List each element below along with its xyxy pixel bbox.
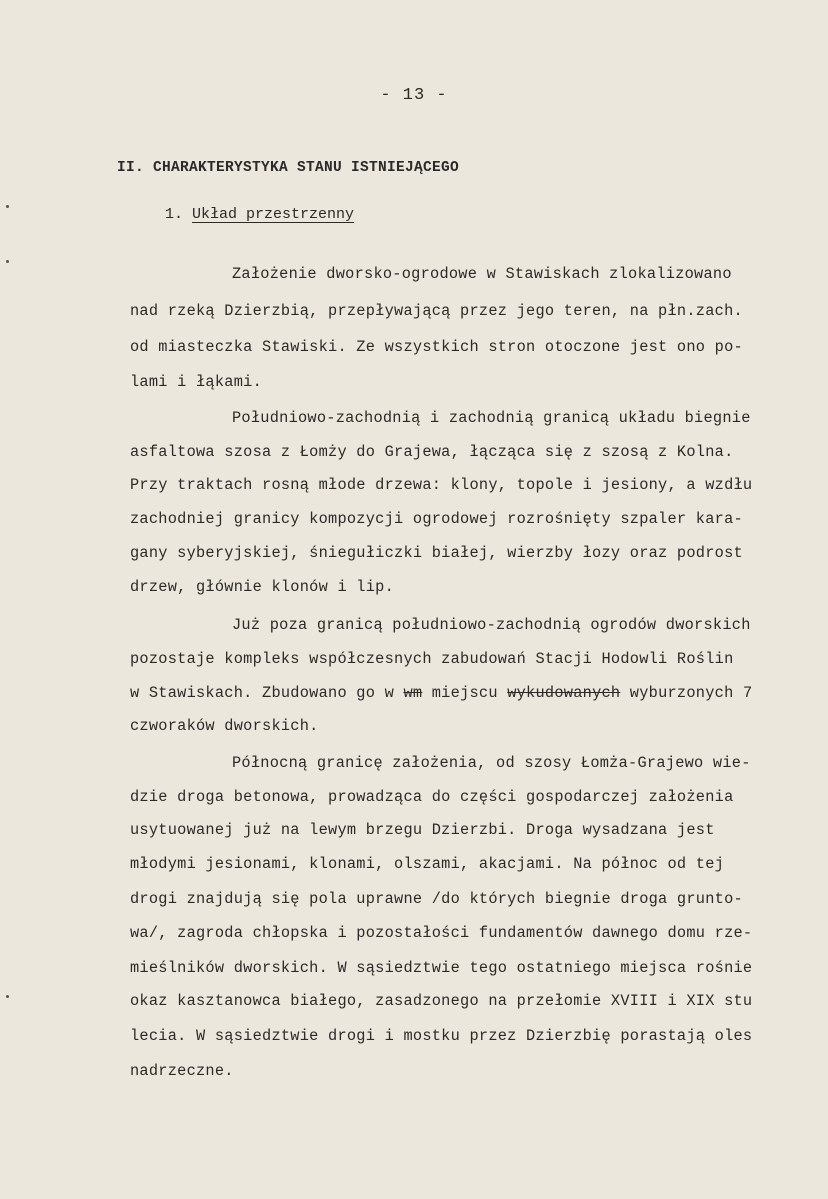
text-line: wa/, zagroda chłopska i pozostałości fundamentów dawnego domu rze-	[130, 924, 753, 942]
text-line: nadrzeczne.	[130, 1062, 234, 1080]
margin-mark	[6, 260, 9, 263]
text-line: usytuowanej już na lewym brzegu Dzierzbi. Droga wysadzana jest	[130, 821, 715, 839]
text-line: nad rzeką Dzierzbią, przepływającą przez jego teren, na płn.zach.	[130, 302, 743, 320]
text-line: mieślników dworskich. W sąsiedztwie tego ostatniego miejsca rośnie	[130, 959, 753, 977]
text-line: lecia. W sąsiedztwie drogi i mostku przez Dzierzbię porastają oles	[130, 1027, 753, 1045]
text-line-part: w Stawiskach. Zbudowano go w	[130, 684, 395, 702]
text-line: drogi znajdują się pola uprawne /do których biegnie droga grunto-	[130, 890, 743, 908]
text-line: Południowo-zachodnią i zachodnią granicą układu biegnie	[232, 409, 751, 427]
text-line: czworaków dworskich.	[130, 717, 319, 735]
text-line: drzew, głównie klonów i lip.	[130, 578, 395, 596]
text-line: pozostaje kompleks współczesnych zabudowań Stacji Hodowli Roślin	[130, 650, 734, 668]
subsection-number: 1.	[165, 206, 184, 223]
text-line-part: wyburzonych 7	[620, 684, 753, 702]
text-line: Północną granicę założenia, od szosy Łomża-Grajewo wie-	[232, 754, 751, 772]
struck-word: wm	[403, 684, 423, 702]
margin-mark	[6, 205, 9, 208]
text-line: Przy traktach rosną młode drzewa: klony, topole i jesiony, a wzdłu	[130, 476, 753, 494]
text-line: młodymi jesionami, klonami, olszami, akacjami. Na północ od tej	[130, 855, 725, 873]
text-line: lami i łąkami.	[130, 373, 263, 391]
text-line: zachodniej granicy kompozycji ogrodowej rozrośnięty szpaler kara-	[130, 510, 743, 528]
text-line: od miasteczka Stawiski. Ze wszystkich stron otoczone jest ono po-	[130, 338, 743, 356]
text-line: okaz kasztanowca białego, zasadzonego na przełomie XVIII i XIX stu	[130, 992, 753, 1010]
text-line: gany syberyjskiej, śniegułiczki białej, wierzby łozy oraz podrost	[130, 544, 743, 562]
margin-mark	[6, 995, 9, 998]
text-line: dzie droga betonowa, prowadząca do części gospodarczej założenia	[130, 788, 734, 806]
subsection-heading	[165, 206, 354, 223]
text-line: Założenie dworsko-ogrodowe w Stawiskach zlokalizowano	[232, 265, 732, 283]
section-heading: II. CHARAKTERYSTYKA STANU ISTNIEJĄCEGO	[117, 160, 460, 176]
text-line-part	[130, 684, 752, 702]
struck-word: wykudowanych	[507, 684, 621, 702]
text-line: Już poza granicą południowo-zachodnią ogrodów dworskich	[232, 616, 751, 634]
text-line-part: miejscu	[422, 684, 508, 702]
subsection-title: Układ przestrzenny	[192, 206, 355, 223]
page-number: - 13 -	[380, 86, 448, 105]
text-line: asfaltowa szosa z Łomży do Grajewa, łącząca się z szosą z Kolna.	[130, 443, 734, 461]
text-line	[130, 684, 828, 702]
